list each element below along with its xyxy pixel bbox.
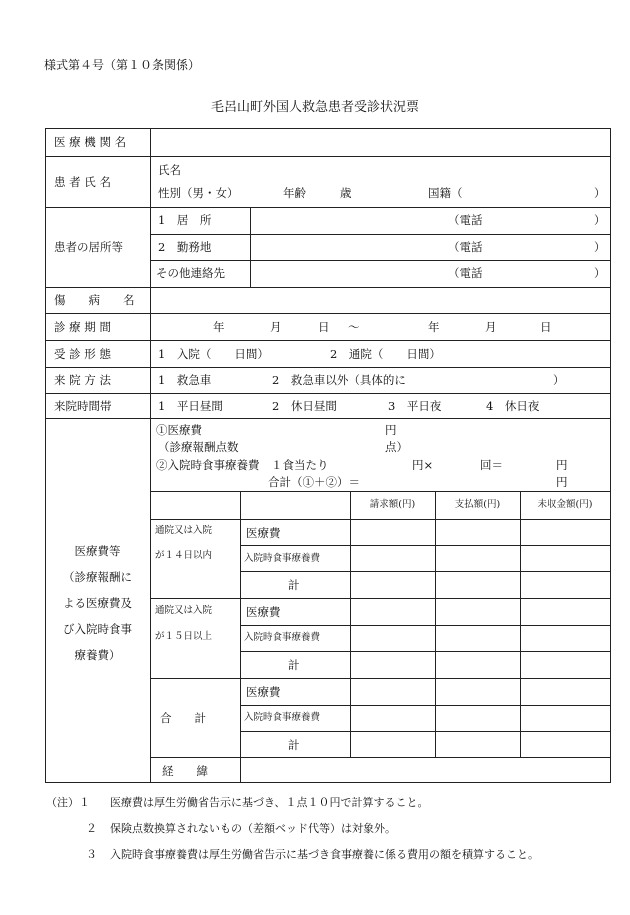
phone-label: （電話: [448, 266, 483, 280]
fee-times-eq: 回＝: [480, 458, 503, 472]
group3-label: 合 計: [160, 711, 206, 725]
fee-yen: 円: [556, 458, 568, 472]
grid-line: [150, 757, 611, 758]
patient-name-label: 患 者 氏 名: [54, 175, 111, 189]
grid-line: [240, 491, 241, 783]
method-ambulance: 1 救急車: [158, 373, 212, 387]
row-medical: 医療費: [246, 526, 281, 540]
close-paren: ）: [594, 266, 606, 280]
timeband-weekday-day: 1 平日昼間: [158, 399, 223, 413]
grid-line: [45, 367, 611, 368]
grid-line: [520, 491, 521, 757]
fees-label-3: よる医療費及: [63, 596, 132, 610]
col-unpaid: 未収金額(円): [537, 499, 593, 510]
close-paren: ）: [594, 186, 606, 200]
residence-label: 患者の居所等: [54, 240, 123, 254]
row-meal: 入院時食事療養費: [244, 553, 321, 564]
sex-field-label: 性別（男・女）: [158, 186, 239, 200]
fees-label-5: 療養費）: [74, 648, 121, 662]
fee-points-line: （診療報酬点数: [158, 440, 239, 454]
fees-label-4: び入院時食事: [63, 622, 132, 636]
fee-medical-line: ①医療費: [156, 423, 202, 437]
timeband-label: 来院時間帯: [54, 399, 112, 413]
row-meal: 入院時食事療養費: [244, 632, 321, 643]
period-label: 診 療 期 間: [54, 320, 111, 334]
group1-label-a: 通院又は入院: [155, 525, 213, 536]
row-meal: 入院時食事療養費: [244, 712, 321, 723]
age-unit: 歳: [340, 186, 352, 200]
note-3: 入院時食事療養費は厚生労働省告示に基づき食事療養に係る費用の額を積算すること。: [110, 848, 539, 861]
method-other: 2 救急車以外（具体的に: [272, 373, 406, 387]
residence-work-label: 2 勤務地: [158, 240, 212, 254]
grid-line: [435, 491, 436, 757]
period-month: 月: [485, 320, 497, 334]
note-1: 医療費は厚生労働省告示に基づき、１点１０円で計算すること。: [110, 796, 429, 809]
grid-line: [45, 287, 611, 288]
timeband-holiday-night: 4 休日夜: [486, 399, 540, 413]
grid-line: [240, 625, 611, 626]
fee-yen-times: 円×: [412, 458, 434, 472]
method-close: ）: [553, 373, 565, 387]
grid-line: [250, 207, 251, 287]
grid-line: [45, 393, 611, 394]
form-inpatient: 1 入院（ 日間）: [158, 347, 269, 361]
grid-line: [150, 128, 151, 783]
col-billed: 請求額(円): [369, 499, 416, 510]
note-2: 保険点数換算されないもの（差額ベッド代等）は対象外。: [110, 822, 396, 835]
grid-line: [45, 340, 611, 341]
method-label: 来 院 方 法: [54, 373, 111, 387]
fees-label-2: （診療報酬に: [63, 570, 132, 584]
grid-line: [150, 491, 611, 492]
close-paren: ）: [594, 240, 606, 254]
period-day: 日: [540, 320, 552, 334]
institution-label: 医 療 機 関 名: [54, 135, 127, 149]
grid-line: [240, 651, 611, 652]
fee-total-line: 合計（①＋②）＝: [268, 475, 360, 489]
period-tilde: ～: [348, 320, 360, 334]
residence-other-label: その他連絡先: [156, 266, 225, 280]
note-2-num: ２: [86, 822, 97, 835]
row-medical: 医療費: [246, 605, 281, 619]
grid-line: [150, 678, 611, 679]
table-border: [45, 128, 611, 783]
grid-line: [150, 519, 611, 520]
grid-line: [45, 156, 611, 157]
period-month: 月: [270, 320, 282, 334]
grid-line: [150, 260, 611, 261]
row-subtotal: 計: [288, 578, 300, 592]
period-day: 日: [318, 320, 330, 334]
fee-yen: 円: [556, 475, 568, 489]
grid-line: [240, 571, 611, 572]
history-label: 経 緯: [162, 764, 208, 778]
fee-points-unit: 点）: [385, 440, 408, 454]
grid-line: [350, 491, 351, 757]
group2-label-b: が１５日以上: [155, 631, 213, 642]
name-field-label: 氏名: [158, 163, 181, 177]
group2-label-a: 通院又は入院: [155, 605, 213, 616]
phone-label: （電話: [448, 240, 483, 254]
timeband-holiday-day: 2 休日昼間: [272, 399, 337, 413]
form-title: 毛呂山町外国人救急患者受診状況票: [210, 100, 419, 115]
grid-line: [150, 234, 611, 235]
fee-meal-line: ②入院時食事療養費 １食当たり: [156, 458, 329, 472]
disease-label: 傷 病 名: [54, 293, 135, 307]
grid-line: [240, 545, 611, 546]
row-medical: 医療費: [246, 685, 281, 699]
grid-line: [240, 705, 611, 706]
period-year: 年: [428, 320, 440, 334]
row-subtotal: 計: [288, 738, 300, 752]
fees-label-1: 医療費等: [74, 544, 121, 558]
fee-yen: 円: [385, 423, 397, 437]
age-field-label: 年齢: [283, 186, 306, 200]
grid-line: [45, 207, 611, 208]
close-paren: ）: [594, 213, 606, 227]
group1-label-b: が１４日以内: [155, 550, 213, 561]
row-subtotal: 計: [288, 658, 300, 672]
col-paid: 支払額(円): [454, 499, 501, 510]
phone-label: （電話: [448, 213, 483, 227]
grid-line: [150, 598, 611, 599]
grid-line: [45, 313, 611, 314]
form-number: 様式第４号（第１０条関係）: [44, 58, 201, 72]
form-label: 受 診 形 態: [54, 347, 111, 361]
note-3-num: ３: [86, 848, 97, 861]
period-year: 年: [213, 320, 225, 334]
grid-line: [240, 731, 611, 732]
note-prefix: （注）１: [46, 796, 90, 809]
grid-line: [45, 418, 611, 419]
nationality-field-label: 国籍（: [428, 186, 463, 200]
form-outpatient: 2 通院（ 日間）: [330, 347, 441, 361]
timeband-weekday-night: 3 平日夜: [388, 399, 442, 413]
residence-home-label: 1 居 所: [158, 213, 212, 227]
